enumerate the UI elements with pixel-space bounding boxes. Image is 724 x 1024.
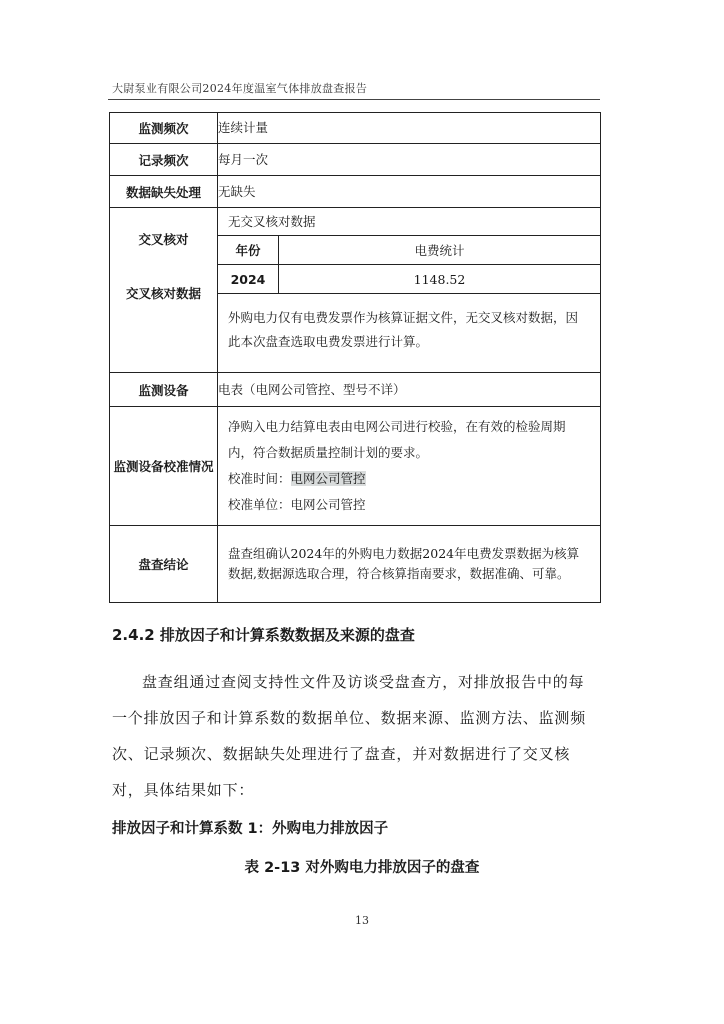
calibration-time-value: 电网公司管控 <box>290 471 366 486</box>
cross-check-label-bottom: 交叉核对数据 <box>125 286 201 301</box>
row-label: 监测频次 <box>110 113 218 144</box>
factor-title: 排放因子和计算系数 1：外购电力排放因子 <box>112 821 389 837</box>
table-row <box>110 208 601 373</box>
page-number: 13 <box>355 914 369 927</box>
table-row <box>110 407 601 526</box>
monitoring-table <box>109 112 601 603</box>
cross-check-label-top: 交叉核对 <box>138 232 189 247</box>
calibration-unit-label: 校准单位： <box>228 497 291 512</box>
row-label: 盘查结论 <box>110 526 218 603</box>
row-label: 数据缺失处理 <box>110 176 218 208</box>
row-label: 监测设备校准情况 <box>110 407 218 526</box>
cross-check-content <box>218 208 601 373</box>
inner-electricity-value: 1148.52 <box>279 265 601 294</box>
row-value: 电表（电网公司管控、型号不详） <box>218 373 601 407</box>
table-caption: 表 2-13 对外购电力排放因子的盘查 <box>244 860 480 876</box>
section-title: 2.4.2 排放因子和计算系数数据及来源的盘查 <box>112 626 415 644</box>
cross-check-inner-table <box>218 235 600 294</box>
calibration-unit-value: 电网公司管控 <box>290 497 366 512</box>
inner-header-year: 年份 <box>218 236 279 265</box>
table-row <box>110 144 601 176</box>
row-label: 记录频次 <box>110 144 218 176</box>
inner-data-row <box>218 265 600 294</box>
row-value: 连续计量 <box>218 113 601 144</box>
page-header: 大尉泵业有限公司2024年度温室气体排放盘查报告 <box>112 82 368 95</box>
table-row <box>110 176 601 208</box>
table-row <box>110 373 601 407</box>
inner-header-row <box>218 236 600 265</box>
row-value: 每月一次 <box>218 144 601 176</box>
cross-check-label-cell <box>110 208 218 373</box>
inner-year-value: 2024 <box>218 265 279 294</box>
row-value: 无缺失 <box>218 176 601 208</box>
cross-check-note: 外购电力仅有电费发票作为核算证据文件，无交叉核对数据，因此本次盘查选取电费发票进行计算。 <box>228 310 579 349</box>
row-value: 盘查组确认2024年的外购电力数据2024年电费发票数据为核算数据,数据源选取合理，符合核算指南要求，数据准确、可靠。 <box>218 526 601 603</box>
calibration-time <box>228 466 586 492</box>
table-row <box>110 113 601 144</box>
calibration-text: 净购入电力结算电表由电网公司进行校验，在有效的检验周期内，符合数据质量控制计划的要求。 <box>228 419 566 460</box>
row-label: 监测设备 <box>110 373 218 407</box>
table-row <box>110 526 601 603</box>
inner-header-electricity: 电费统计 <box>279 236 601 265</box>
calibration-unit <box>228 492 586 518</box>
calibration-time-label: 校准时间： <box>228 471 291 486</box>
calibration-content <box>218 407 601 526</box>
header-rule <box>108 99 600 100</box>
cross-check-intro: 无交叉核对数据 <box>228 214 316 229</box>
body-paragraph: 盘查组通过查阅支持性文件及访谈受盘查方，对排放报告中的每一个排放因子和计算系数的数据单位、数据来源、监测方法、监测频次、记录频次、数据缺失处理进行了盘查，并对数据进行了交叉核对，具体结果如下： <box>112 673 587 799</box>
